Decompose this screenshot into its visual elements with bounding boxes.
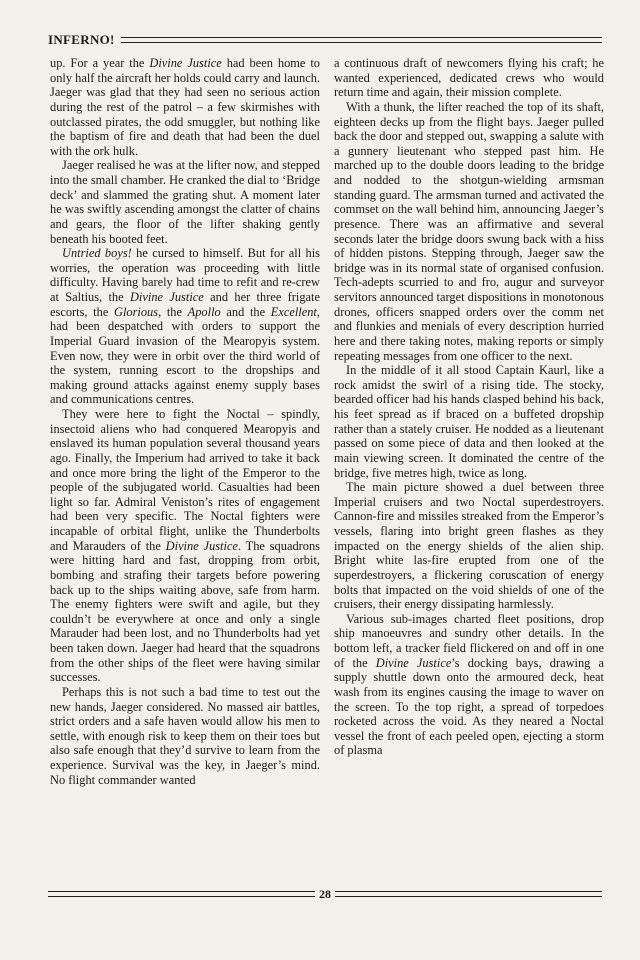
paragraph bbox=[334, 363, 604, 480]
italic-text-run: Divine Justice bbox=[129, 290, 204, 304]
paragraph bbox=[50, 685, 320, 787]
page-number: 28 bbox=[319, 886, 331, 901]
paragraph bbox=[334, 612, 604, 758]
running-header bbox=[48, 30, 602, 50]
paragraph bbox=[334, 56, 604, 100]
text-run: They were here to fight the Noctal – spindly, insectoid aliens who had conquered Mearopyis and enslaved its human population several thousand years ago. Finally, the Imperium had arrived to take it back and once more bring the light of the Emperor to the people of the subjugated world. Casualties had been light so far. Admiral Veniston’s rites of engagement had been very specific. The Noctal fighters were incapable of orbital flight, unlike the Thunderbolts and Marauders of the bbox=[50, 407, 320, 553]
text-run: and the bbox=[220, 304, 271, 319]
italic-text-run: Divine Justice bbox=[149, 56, 222, 70]
header-double-rule bbox=[121, 37, 602, 43]
text-run: With a thunk, the lifter reached the top of its shaft, eighteen decks up from the flight bays. Jaeger pulled back the door and stepped out, swapping a salute with a gunnery lieutenant who stepped past him. He marched up to the double doors leading to the bridge and nodded to the shotgun-wielding armsman standing guard. The armsman turned and activated the commset on the wall behind him, announcing Jaeger’s presence. There was an affirmative and several seconds later the bridge doors swung back with a hiss of hidden pistons. Stepping through, Jaeger saw the bridge was in its normal state of organised confusion. Tech-adepts scurried to and fro, augur and surveyor servitors announced target dispositions in monotonous drones, officers snapped orders over the comm net and flunkies and menials of every description hurried here and there taking notes, making reports or simply repeating messages from one officer to the next. bbox=[334, 99, 604, 363]
paragraph bbox=[334, 100, 604, 363]
text-run: a continuous draft of newcomers flying his craft; he wanted experienced, dedicated crews who would return time and again, their mission complete. bbox=[334, 56, 604, 100]
text-run: . The squadrons were hitting hard and fast, dropping from orbit, bombing and strafing their targets before powering back up to the ships waiting above, safe from harm. The enemy fighters were swift and agile, but they couldn’t be everywhere at once and only a single Marauder had been lost, and no Thunderbolts had yet been taken down. Jaeger had heard that the squadrons from the other ships of the fleet were having similar successes. bbox=[50, 538, 320, 685]
text-run: Jaeger realised he was at the lifter now, and stepped into the small chamber. He cranked the dial to ‘Bridge deck’ and slammed the grating shut. A moment later he was swiftly ascending amongst the clatter of chains and gears, the floor of the lifter shaking gently beneath his booted feet. bbox=[50, 158, 320, 246]
italic-text-run: Excellent bbox=[270, 304, 317, 319]
footer-rule-right bbox=[335, 891, 602, 897]
page-footer bbox=[48, 886, 602, 902]
header-title: INFERNO! bbox=[48, 32, 115, 47]
italic-text-run: Untried boys! bbox=[62, 246, 132, 261]
paragraph bbox=[50, 158, 320, 246]
text-run: up. For a year the bbox=[50, 56, 150, 70]
paragraph bbox=[50, 246, 320, 407]
italic-text-run: Glorious bbox=[114, 304, 159, 319]
text-run: ’s docking bays, drawing a supply shuttle down onto the armoured deck, heat wash from its engines causing the image to waver on the screen. To the top right, a spread of torpedoes rocketed across the void. As they neared a Noctal vessel the front of each peeled open, ejecting a storm of plasma bbox=[334, 655, 604, 758]
text-run: Perhaps this is not such a bad time to test out the new hands, Jaeger considered. No massed air battles, strict orders and a safe haven would allow his men to settle, with enough risk to keep them on their toes but also safe enough that they’d survive to learn from the experience. Survival was the key, in Jaeger’s mind. No flight commander wanted bbox=[50, 684, 320, 787]
italic-text-run: Apollo bbox=[187, 304, 221, 319]
footer-rule-left bbox=[48, 891, 315, 897]
text-run: , the bbox=[158, 304, 188, 319]
text-run: had been home to only half the aircraft her holds could carry and launch. Jaeger was glad that they had seen no serious action during the rest of the patrol – a few skirmishes with outclassed pirates, the odd smuggler, but nothing like the baptism of fire and death that had been the duel with the ork hulk. bbox=[50, 56, 320, 158]
left-column bbox=[50, 56, 320, 888]
italic-text-run: Divine Justice bbox=[165, 538, 238, 553]
text-run: and her three frigate escorts, the bbox=[50, 290, 320, 319]
right-column bbox=[334, 56, 604, 888]
text-run: Various sub-images charted fleet positions, drop ship manoeuvres and sundry other details. In the bottom left, a tracker field flickered on and off in one of the bbox=[334, 611, 604, 670]
paragraph bbox=[50, 56, 320, 158]
text-run: he cursed to himself. But for all his worries, the operation was proceeding with little difficulty. Having barely had time to refit and re-crew at Saltius, the bbox=[50, 246, 320, 304]
text-run: The main picture showed a duel between three Imperial cruisers and two Noctal superdestroyers. Cannon-fire and missiles streaked from the Emperor’s vessels, flaring into bright green flashes as they impacted on the energy shields of the alien ship. Bright white las-fire erupted from one of the superdestroyers, a flickering coruscation of energy bolts that impacted on the void shields of one of the cruisers, their energy dissipating harmlessly. bbox=[334, 480, 604, 612]
paragraph bbox=[334, 480, 604, 612]
paragraph bbox=[50, 407, 320, 685]
text-run: , had been despatched with orders to support the Imperial Guard invasion of the Mearopyis system. Even now, they were in orbit over the third world of the system, running escort to the dropships and making ground attacks against enemy supply bases and communications centres. bbox=[50, 304, 320, 407]
text-run: In the middle of it all stood Captain Kaurl, like a rock amidst the swirl of a rising tide. The stocky, bearded officer had his hands clasped behind his back, his feet spread as if braced on a buffeted dropship rather than a stately cruiser. He nodded as a lieutenant passed on some piece of data and then looked at the main viewing screen. It dominated the centre of the bridge, five metres high, twice as long. bbox=[334, 363, 604, 480]
italic-text-run: Divine Justice bbox=[375, 655, 452, 670]
